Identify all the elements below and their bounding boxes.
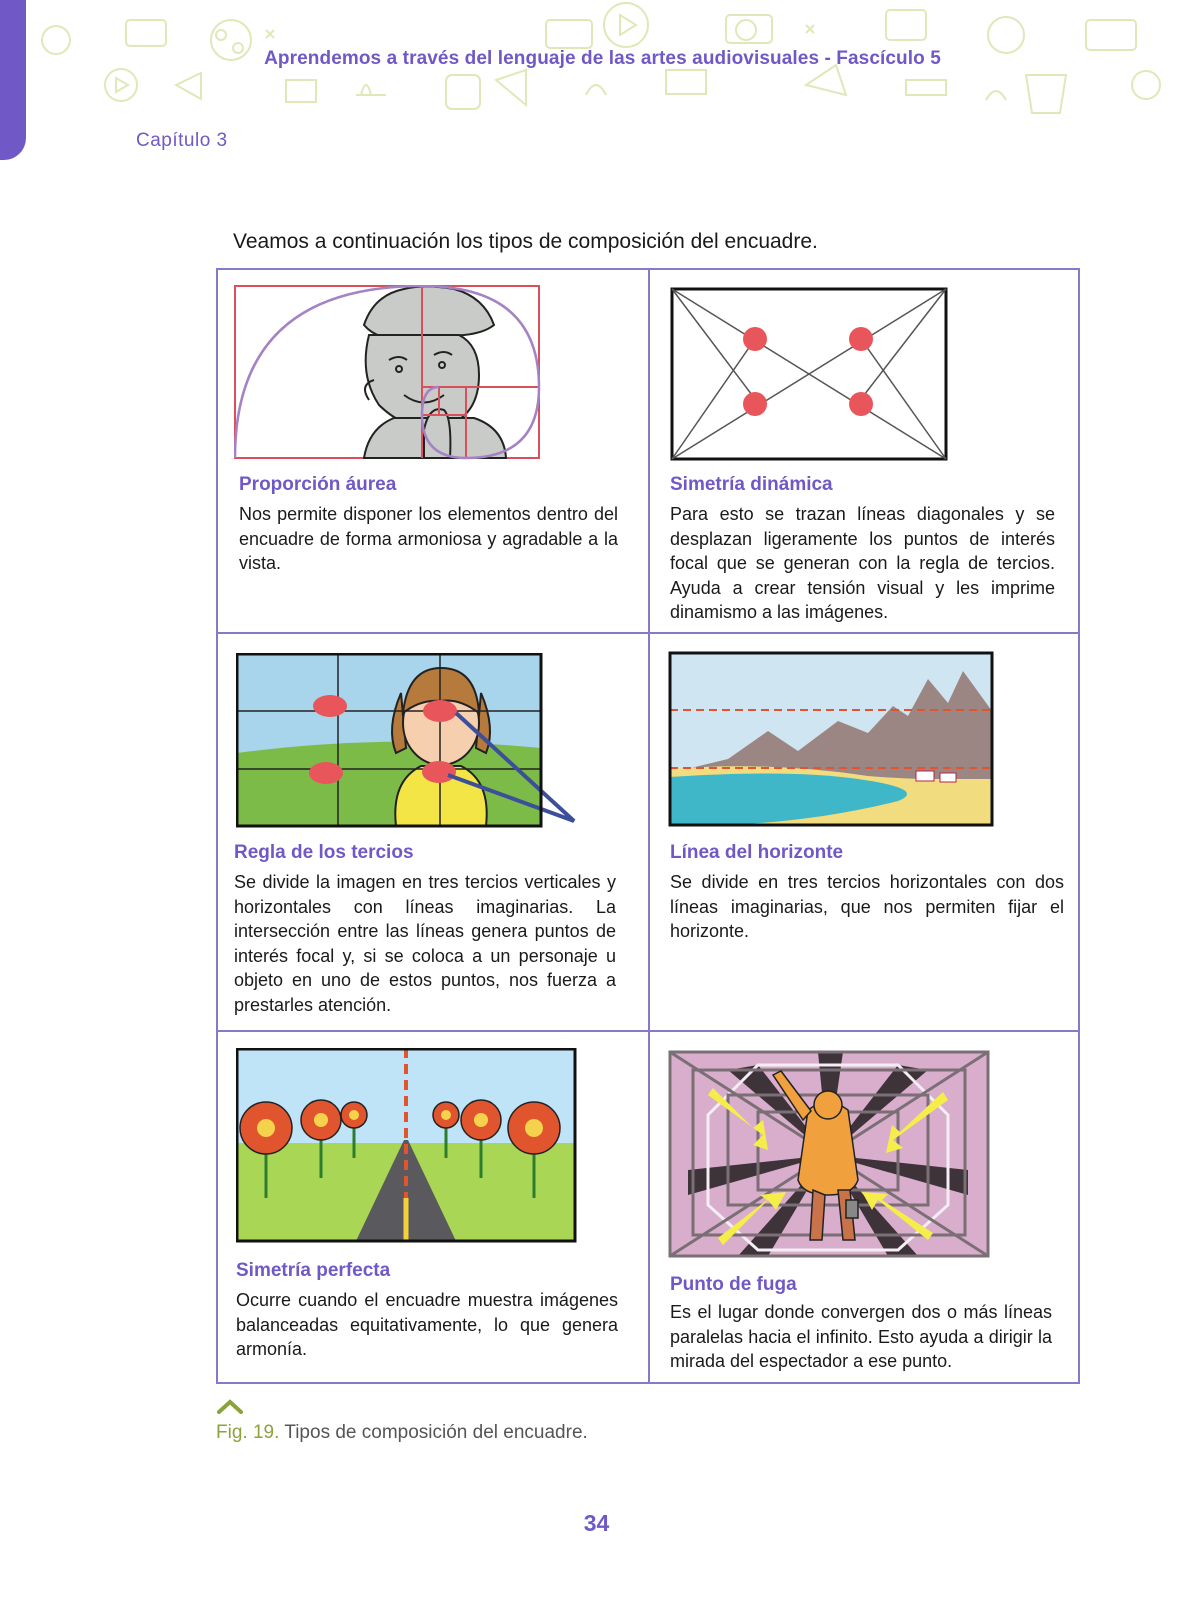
cell-text-perfect-symmetry: Ocurre cuando el encuadre muestra imágenes balanceadas equitativamente, lo que genera armonía. bbox=[236, 1290, 618, 1359]
cell-title-horizon-line: Línea del horizonte bbox=[670, 842, 844, 863]
dynamic-symmetry-illustration bbox=[670, 287, 950, 463]
page-number: 34 bbox=[583, 1510, 610, 1536]
intro-text: Veamos a continuación los tipos de composición del encuadre. bbox=[233, 230, 818, 253]
golden-ratio-illustration bbox=[234, 285, 542, 461]
header-title: Aprendemos a través del lenguaje de las artes audiovisuales - Fascículo 5 bbox=[264, 48, 941, 69]
perfect-symmetry-illustration bbox=[236, 1048, 578, 1244]
caret-up-icon bbox=[216, 1398, 244, 1414]
cell-text-horizon-line: Se divide en tres tercios horizontales con dos líneas imaginarias, que nos permiten fijar el horizonte. bbox=[670, 872, 1064, 941]
side-tab bbox=[0, 0, 26, 160]
cell-title-perfect-symmetry: Simetría perfecta bbox=[236, 1260, 391, 1281]
table-divider-vertical bbox=[648, 268, 650, 1384]
cell-text-vanishing-point: Es el lugar donde convergen dos o más líneas paralelas hacia el infinito. Esto ayuda a dirigir la mirada del espectador a ese punto. bbox=[670, 1302, 1052, 1371]
cell-title-dynamic-symmetry: Simetría dinámica bbox=[670, 474, 833, 495]
vanishing-point-illustration bbox=[668, 1050, 990, 1258]
cell-title-vanishing-point: Punto de fuga bbox=[670, 1274, 797, 1295]
figure-caption-text: Tipos de composición del encuadre. bbox=[284, 1422, 588, 1443]
figure-caption bbox=[216, 1422, 588, 1444]
rule-of-thirds-illustration bbox=[236, 653, 576, 829]
cell-text-golden-ratio: Nos permite disponer los elementos dentro del encuadre de forma armoniosa y agradable a la vista. bbox=[239, 504, 618, 573]
horizon-line-illustration bbox=[668, 651, 998, 829]
figure-label: Fig. 19. bbox=[216, 1422, 280, 1443]
cell-title-rule-of-thirds: Regla de los tercios bbox=[234, 842, 414, 863]
table-divider-row-1 bbox=[216, 632, 1080, 634]
cell-title-golden-ratio: Proporción áurea bbox=[239, 474, 397, 495]
chapter-label: Capítulo 3 bbox=[136, 130, 228, 151]
cell-text-rule-of-thirds: Se divide la imagen en tres tercios verticales y horizontales con líneas imaginarias. La intersección entre las líneas genera puntos de interés focal y, si se coloca a un personaje u objeto en uno de estos puntos, nos fuerza a prestarles atención. bbox=[234, 872, 616, 1015]
cell-text-dynamic-symmetry: Para esto se trazan líneas diagonales y se desplazan ligeramente los puntos de interés focal que se generan con la regla de tercios. Ayuda a crear tensión visual y les imprime dinamismo a las imágenes. bbox=[670, 504, 1055, 622]
table-divider-row-2 bbox=[216, 1030, 1080, 1032]
